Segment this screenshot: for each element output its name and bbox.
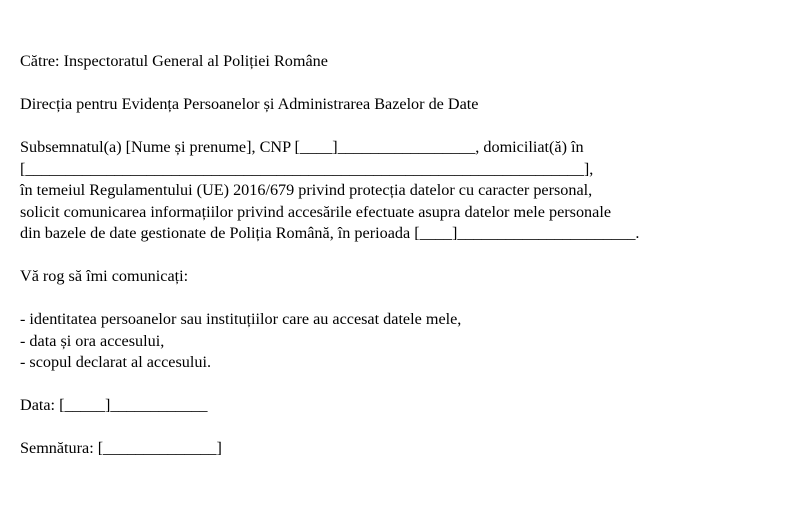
request-list [20, 309, 790, 374]
body-line: [_____________________________________________________________________], [20, 159, 594, 178]
spacer [20, 73, 790, 95]
recipient-line: Către: Inspectoratul General al Poliției Române [20, 52, 328, 70]
spacer [20, 245, 790, 267]
list-item: - scopul declarat al accesului. [20, 353, 212, 371]
body-line: în temeiul Regulamentului (UE) 2016/679 privind protecția datelor cu caracter personal, [20, 181, 593, 199]
signature-field-line: Semnătura: [______________] [20, 439, 222, 457]
body-line: din bazele de date gestionate de Poliția Română, în perioada [____]______________________. [20, 224, 640, 242]
request-intro: Vă rog să îmi comunicați: [20, 267, 189, 285]
list-item: - data și ora accesului, [20, 331, 165, 350]
body-paragraph [20, 137, 790, 245]
date-field-line: Data: [_____]____________ [20, 396, 208, 414]
spacer [20, 116, 790, 138]
list-item: - identitatea persoanelor sau instituțiilor care au accesat datele mele, [20, 310, 462, 328]
spacer [20, 288, 790, 310]
body-line: solicit comunicarea informațiilor privind accesările efectuate asupra datelor mele personale [20, 202, 612, 221]
request-letter [20, 51, 790, 460]
spacer [20, 417, 790, 439]
body-line: Subsemnatul(a) [Nume și prenume], CNP [____]_________________, domiciliat(ă) în [20, 138, 584, 156]
spacer [20, 374, 790, 396]
directorate-line: Direcția pentru Evidența Persoanelor și Administrarea Bazelor de Date [20, 95, 479, 113]
